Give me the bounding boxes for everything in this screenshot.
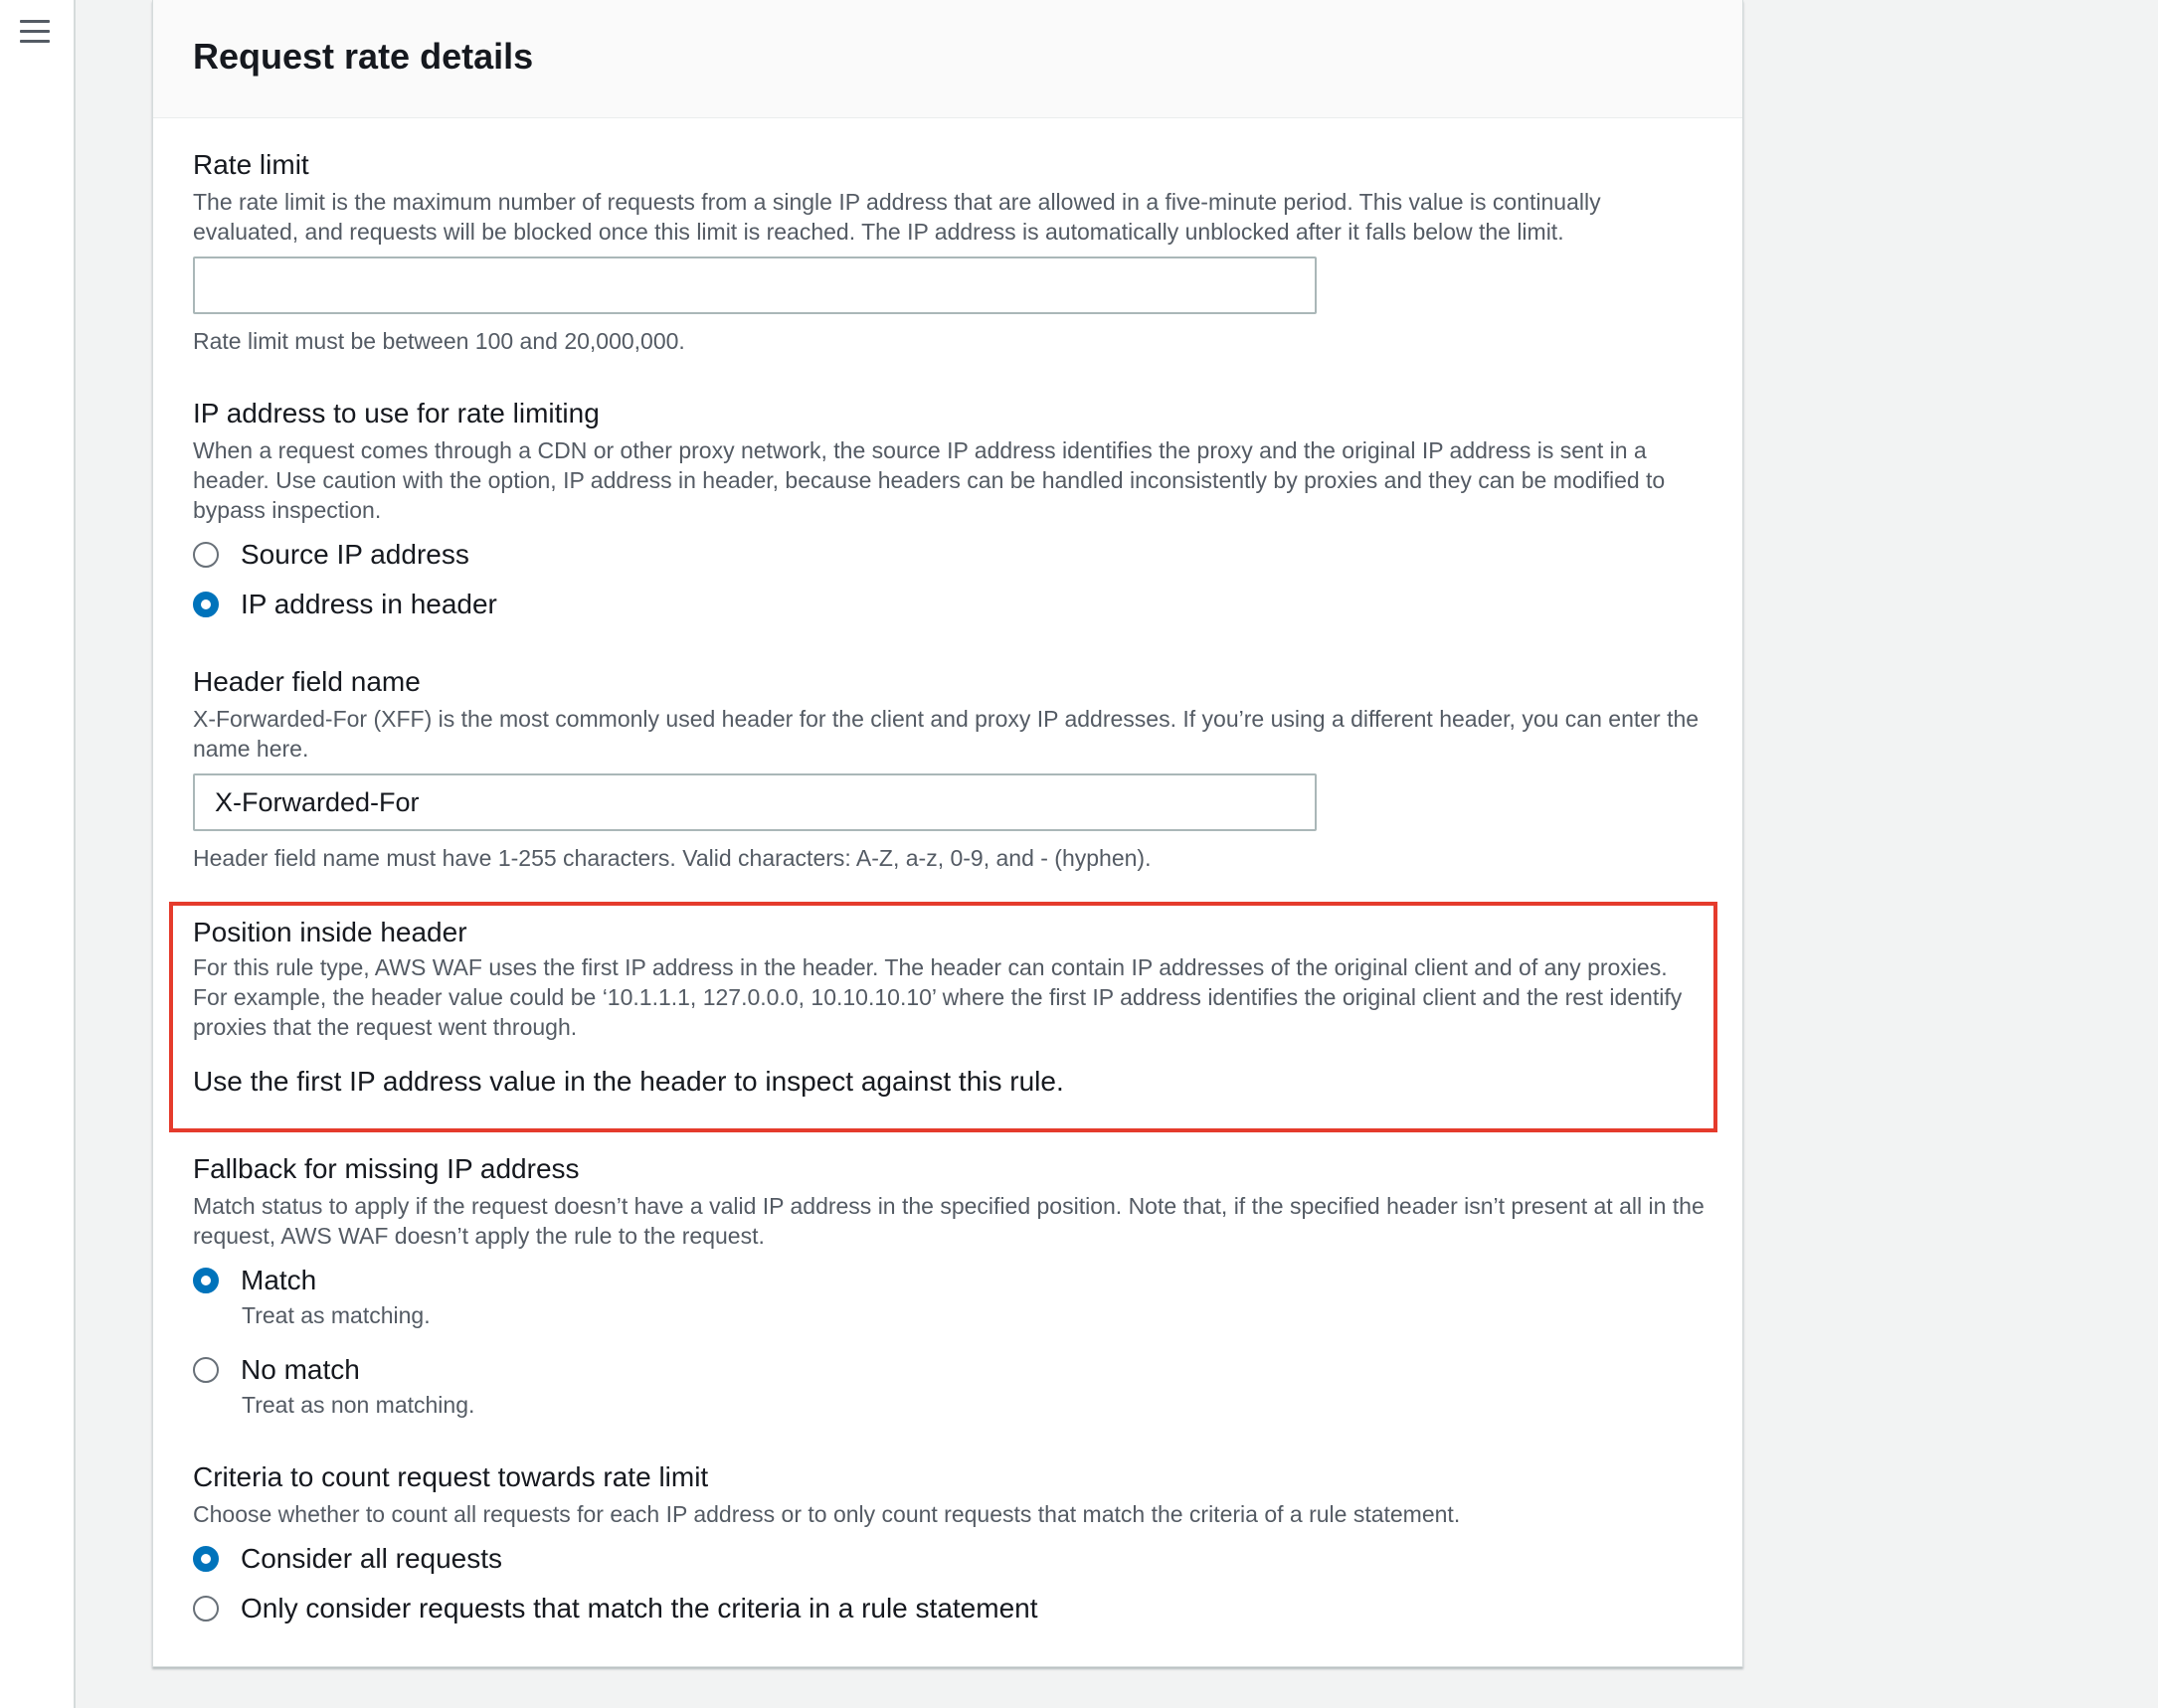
radio-no-match-sub: Treat as non matching.: [242, 1392, 475, 1418]
header-field-description: X-Forwarded-For (XFF) is the most commonly used header for the client and proxy IP addresses. If you’re using a different header, you can enter the name here.: [193, 706, 1700, 762]
rate-limit-label: Rate limit: [193, 149, 309, 180]
panel-header: [153, 0, 1742, 118]
rate-limit-hint: Rate limit must be between 100 and 20,000,000.: [193, 328, 685, 354]
rate-limit-input[interactable]: [193, 256, 1317, 314]
radio-source-ip-address[interactable]: [193, 537, 469, 573]
ip-source-description: When a request comes through a CDN or other proxy network, the source IP address identifies the proxy and the original IP address is sent in a header. Use caution with the option, IP address in header, because headers can be handled inconsistently by proxies and they can be modified to bypass inspection.: [193, 437, 1666, 523]
criteria-label: Criteria to count request towards rate limit: [193, 1461, 709, 1492]
panel-title: Request rate details: [193, 36, 534, 77]
radio-no-match[interactable]: [193, 1352, 360, 1388]
radio-match-circle[interactable]: [193, 1268, 219, 1293]
header-field-hint: Header field name must have 1-255 characters. Valid characters: A-Z, a-z, 0-9, and - (hyphen).: [193, 845, 1152, 871]
left-nav-rail: [0, 0, 76, 1708]
radio-consider-all[interactable]: [193, 1541, 502, 1577]
rate-limit-description: The rate limit is the maximum number of requests from a single IP address that are allowed in a five-minute period. This value is continually evaluated, and requests will be blocked once this limit is reached. The IP address is automatically unblocked after it falls below the limit.: [193, 189, 1601, 245]
fallback-label: Fallback for missing IP address: [193, 1153, 580, 1184]
radio-ip-in-header[interactable]: [193, 587, 497, 622]
radio-source-ip-circle[interactable]: [193, 542, 219, 568]
radio-only-matching[interactable]: [193, 1591, 1038, 1626]
position-statement: Use the first IP address value in the header to inspect against this rule.: [193, 1066, 1064, 1097]
radio-consider-all-label: Consider all requests: [241, 1543, 503, 1574]
radio-ip-in-header-label: IP address in header: [241, 589, 497, 619]
radio-match-sub: Treat as matching.: [242, 1302, 431, 1328]
radio-match-label: Match: [241, 1265, 317, 1295]
radio-no-match-label: No match: [241, 1354, 360, 1385]
criteria-description: Choose whether to count all requests for each IP address or to only count requests that match the criteria of a rule statement.: [193, 1501, 1461, 1527]
radio-consider-all-circle[interactable]: [193, 1546, 219, 1572]
radio-ip-in-header-circle[interactable]: [193, 592, 219, 617]
header-field-input[interactable]: [193, 773, 1317, 831]
radio-only-matching-circle[interactable]: [193, 1596, 219, 1622]
position-label: Position inside header: [193, 917, 467, 947]
hamburger-menu-icon[interactable]: [20, 20, 50, 44]
radio-only-matching-label: Only consider requests that match the criteria in a rule statement: [241, 1593, 1038, 1623]
ip-source-label: IP address to use for rate limiting: [193, 398, 600, 428]
radio-match[interactable]: [193, 1263, 316, 1298]
header-field-label: Header field name: [193, 666, 421, 697]
fallback-description: Match status to apply if the request doesn’t have a valid IP address in the specified position. Note that, if the specified header isn’t present at all in the request, AWS WAF doesn’t apply the rule to the request.: [193, 1193, 1705, 1249]
position-description: For this rule type, AWS WAF uses the first IP address in the header. The header can contain IP addresses of the original client and of any proxies. For example, the header value could be ‘10.1.1.1, 127.0.0.0, 10.10.10.10’ where the first IP address identifies the original client and the rest identify proxies that the request went through.: [193, 954, 1683, 1040]
request-rate-details-panel: [152, 0, 1743, 1667]
radio-no-match-circle[interactable]: [193, 1357, 219, 1383]
radio-source-ip-label: Source IP address: [241, 539, 469, 570]
